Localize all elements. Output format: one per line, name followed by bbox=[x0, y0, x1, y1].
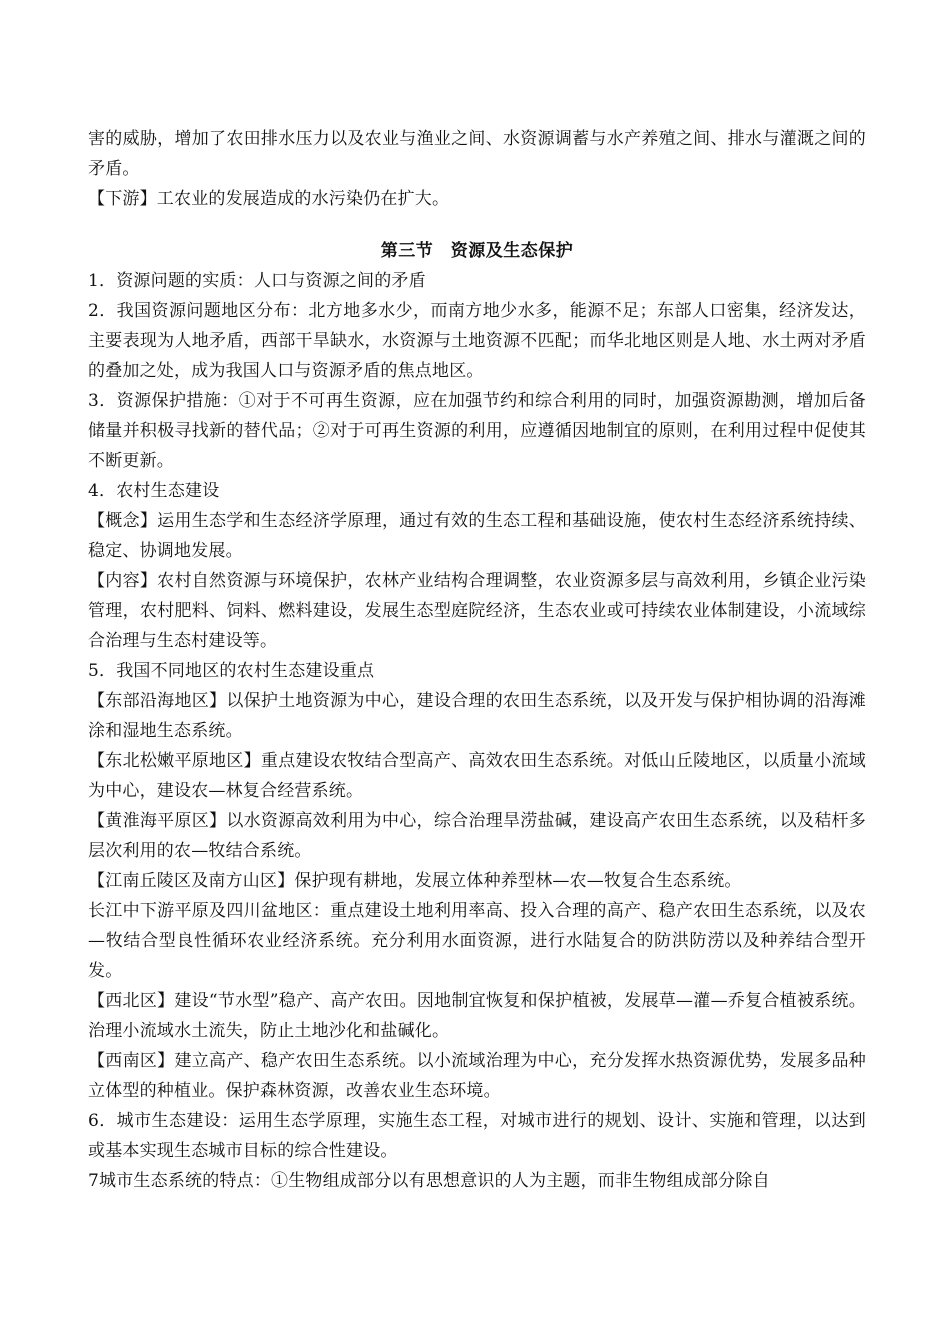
paragraph-yangtze: 长江中下游平原及四川盆地区：重点建设土地利用率高、投入合理的高产、稳产农田生态系统，以及农—牧结合型良性循环农业经济系统。充分利用水面资源，进行水陆复合的防洪防涝以及种养结合型开发。 bbox=[88, 901, 866, 981]
paragraph-concept: 【概念】运用生态学和生态经济学原理，通过有效的生态工程和基础设施，使农村生态经济系统持续、稳定、协调地发展。 bbox=[88, 511, 866, 561]
paragraph-northwest: 【西北区】建设“节水型”稳产、高产农田。因地制宜恢复和保护植被，发展草—灌—乔复合植被系统。治理小流域水土流失，防止土地沙化和盐碱化。 bbox=[88, 991, 866, 1041]
paragraph-downstream: 【下游】工农业的发展造成的水污染仍在扩大。 bbox=[88, 189, 450, 209]
section-title: 第三节 资源及生态保护 bbox=[380, 241, 574, 261]
paragraph-4: 4．农村生态建设 bbox=[88, 481, 220, 501]
paragraph-1: 1．资源问题的实质：人口与资源之间的矛盾 bbox=[88, 271, 426, 291]
paragraph-southwest: 【西南区】建立高产、稳产农田生态系统。以小流域治理为中心，充分发挥水热资源优势，发展多品种立体型的种植业。保护森林资源，改善农业生态环境。 bbox=[88, 1051, 866, 1101]
paragraph-6: 6．城市生态建设：运用生态学原理，实施生态工程，对城市进行的规划、设计、实施和管理，以达到或基本实现生态城市目标的综合性建设。 bbox=[88, 1111, 866, 1161]
paragraph-continuation: 害的威胁，增加了农田排水压力以及农业与渔业之间、水资源调蓄与水产养殖之间、排水与灌溉之间的矛盾。 bbox=[88, 129, 866, 179]
paragraph-7: 7城市生态系统的特点：①生物组成部分以有思想意识的人为主题，而非生物组成部分除自 bbox=[88, 1171, 770, 1191]
paragraph-huanghuaihai: 【黄淮海平原区】以水资源高效利用为中心，综合治理旱涝盐碱，建设高产农田生态系统，以及秸杆多层次利用的农—牧结合系统。 bbox=[88, 811, 866, 861]
paragraph-content: 【内容】农村自然资源与环境保护，农林产业结构合理调整，农业资源多层与高效利用，乡镇企业污染管理，农村肥料、饲料、燃料建设，发展生态型庭院经济，生态农业或可持续农业体制建设，小流域综合治理与生态村建设等。 bbox=[88, 571, 866, 651]
paragraph-jiangnan: 【江南丘陵区及南方山区】保护现有耕地，发展立体种养型林—农—牧复合生态系统。 bbox=[88, 871, 742, 891]
paragraph-5: 5．我国不同地区的农村生态建设重点 bbox=[88, 661, 375, 681]
document-page bbox=[88, 124, 866, 1196]
paragraph-east-coast: 【东部沿海地区】以保护土地资源为中心，建设合理的农田生态系统，以及开发与保护相协调的沿海滩涂和湿地生态系统。 bbox=[88, 691, 866, 741]
paragraph-northeast: 【东北松嫩平原地区】重点建设农牧结合型高产、高效农田生态系统。对低山丘陵地区，以质量小流域为中心，建设农—林复合经营系统。 bbox=[88, 751, 866, 801]
paragraph-3: 3．资源保护措施：①对于不可再生资源，应在加强节约和综合利用的同时，加强资源勘测，增加后备储量并积极寻找新的替代品；②对于可再生资源的利用，应遵循因地制宜的原则，在利用过程中促使其不断更新。 bbox=[88, 391, 866, 471]
paragraph-2: 2．我国资源问题地区分布：北方地多水少，而南方地少水多，能源不足；东部人口密集，经济发达，主要表现为人地矛盾，西部干旱缺水，水资源与土地资源不匹配；而华北地区则是人地、水土两对矛盾的叠加之处，成为我国人口与资源矛盾的焦点地区。 bbox=[88, 301, 866, 381]
